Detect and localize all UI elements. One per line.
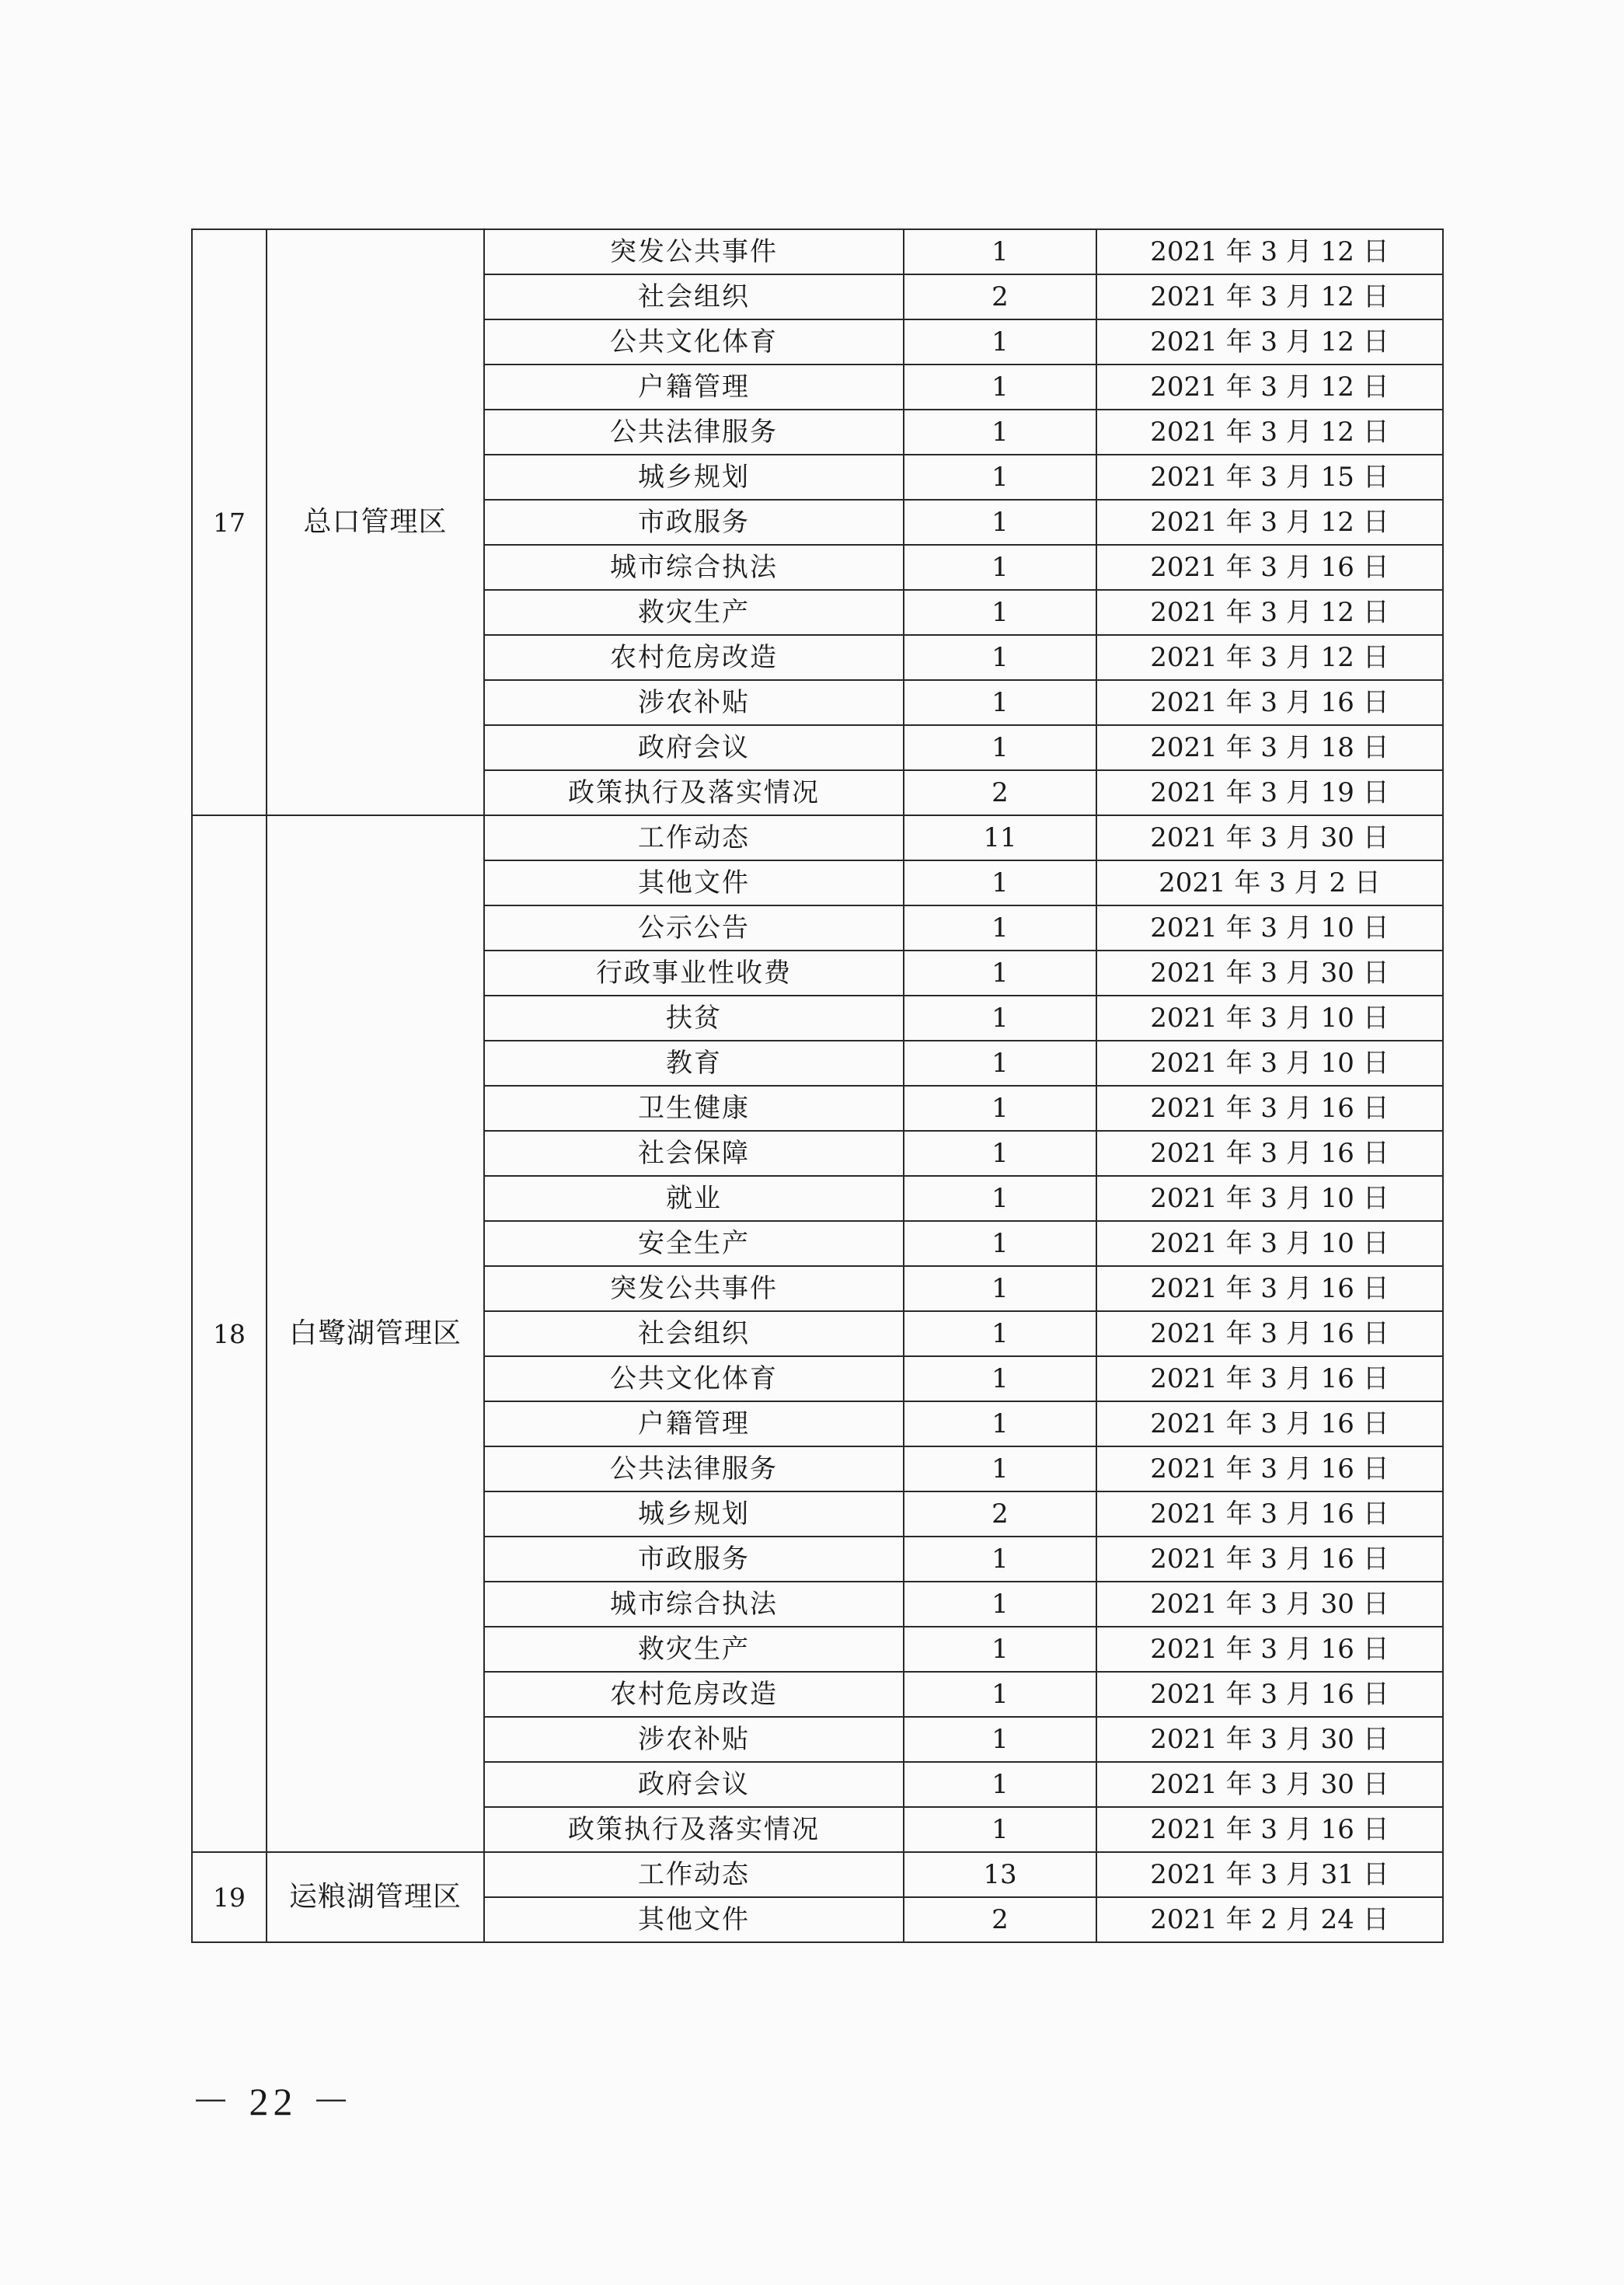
category-cell: 城市综合执法 — [484, 545, 904, 590]
date-cell: 2021 年 3 月 12 日 — [1096, 319, 1443, 365]
count-cell: 1 — [904, 1356, 1096, 1401]
count-cell: 1 — [904, 229, 1096, 274]
count-cell: 1 — [904, 1762, 1096, 1807]
count-cell: 2 — [904, 1897, 1096, 1942]
count-cell: 1 — [904, 635, 1096, 680]
count-cell: 11 — [904, 815, 1096, 860]
category-cell: 社会组织 — [484, 1311, 904, 1356]
category-cell: 城市综合执法 — [484, 1582, 904, 1627]
date-cell: 2021 年 3 月 16 日 — [1096, 1807, 1443, 1852]
date-cell: 2021 年 3 月 16 日 — [1096, 1491, 1443, 1537]
date-cell: 2021 年 3 月 31 日 — [1096, 1852, 1443, 1897]
count-cell: 1 — [904, 1131, 1096, 1176]
category-cell: 农村危房改造 — [484, 635, 904, 680]
count-cell: 1 — [904, 1672, 1096, 1717]
date-cell: 2021 年 3 月 12 日 — [1096, 635, 1443, 680]
category-cell: 安全生产 — [484, 1221, 904, 1266]
date-cell: 2021 年 3 月 12 日 — [1096, 229, 1443, 274]
group-number-cell: 19 — [192, 1852, 267, 1942]
category-cell: 就业 — [484, 1176, 904, 1221]
date-cell: 2021 年 3 月 30 日 — [1096, 1762, 1443, 1807]
date-cell: 2021 年 3 月 12 日 — [1096, 410, 1443, 455]
count-cell: 2 — [904, 770, 1096, 815]
category-cell: 户籍管理 — [484, 365, 904, 410]
category-cell: 市政服务 — [484, 500, 904, 545]
date-cell: 2021 年 3 月 15 日 — [1096, 455, 1443, 500]
disclosure-table — [191, 228, 1444, 1943]
count-cell: 1 — [904, 1311, 1096, 1356]
count-cell: 2 — [904, 1491, 1096, 1537]
category-cell: 公共法律服务 — [484, 410, 904, 455]
count-cell: 1 — [904, 905, 1096, 951]
count-cell: 1 — [904, 1041, 1096, 1086]
category-cell: 扶贫 — [484, 996, 904, 1041]
date-cell: 2021 年 3 月 16 日 — [1096, 1401, 1443, 1446]
date-cell: 2021 年 3 月 10 日 — [1096, 905, 1443, 951]
category-cell: 教育 — [484, 1041, 904, 1086]
category-cell: 社会组织 — [484, 274, 904, 319]
category-cell: 城乡规划 — [484, 1491, 904, 1537]
category-cell: 政府会议 — [484, 1762, 904, 1807]
category-cell: 卫生健康 — [484, 1086, 904, 1131]
table-row — [192, 815, 1443, 860]
category-cell: 农村危房改造 — [484, 1672, 904, 1717]
category-cell: 突发公共事件 — [484, 229, 904, 274]
count-cell: 1 — [904, 1582, 1096, 1627]
date-cell: 2021 年 3 月 10 日 — [1096, 996, 1443, 1041]
date-cell: 2021 年 3 月 16 日 — [1096, 1537, 1443, 1582]
date-cell: 2021 年 3 月 10 日 — [1096, 1221, 1443, 1266]
category-cell: 公共法律服务 — [484, 1446, 904, 1491]
category-cell: 行政事业性收费 — [484, 951, 904, 996]
date-cell: 2021 年 3 月 16 日 — [1096, 1086, 1443, 1131]
count-cell: 1 — [904, 996, 1096, 1041]
date-cell: 2021 年 3 月 2 日 — [1096, 860, 1443, 905]
date-cell: 2021 年 3 月 16 日 — [1096, 1356, 1443, 1401]
count-cell: 1 — [904, 1717, 1096, 1762]
date-cell: 2021 年 3 月 16 日 — [1096, 545, 1443, 590]
area-name-cell: 运粮湖管理区 — [267, 1852, 484, 1942]
category-cell: 公共文化体育 — [484, 1356, 904, 1401]
date-cell: 2021 年 3 月 16 日 — [1096, 1266, 1443, 1311]
count-cell: 1 — [904, 365, 1096, 410]
area-name-cell: 总口管理区 — [267, 229, 484, 815]
category-cell: 公示公告 — [484, 905, 904, 951]
count-cell: 13 — [904, 1852, 1096, 1897]
category-cell: 救灾生产 — [484, 590, 904, 635]
category-cell: 其他文件 — [484, 1897, 904, 1942]
table-row — [192, 229, 1443, 274]
count-cell: 1 — [904, 1176, 1096, 1221]
count-cell: 1 — [904, 860, 1096, 905]
category-cell: 工作动态 — [484, 1852, 904, 1897]
category-cell: 城乡规划 — [484, 455, 904, 500]
date-cell: 2021 年 3 月 18 日 — [1096, 725, 1443, 770]
date-cell: 2021 年 3 月 16 日 — [1096, 1446, 1443, 1491]
count-cell: 1 — [904, 951, 1096, 996]
date-cell: 2021 年 3 月 12 日 — [1096, 590, 1443, 635]
count-cell: 1 — [904, 500, 1096, 545]
date-cell: 2021 年 3 月 12 日 — [1096, 365, 1443, 410]
count-cell: 1 — [904, 1627, 1096, 1672]
count-cell: 1 — [904, 1537, 1096, 1582]
count-cell: 1 — [904, 1221, 1096, 1266]
date-cell: 2021 年 3 月 30 日 — [1096, 1717, 1443, 1762]
date-cell: 2021 年 3 月 30 日 — [1096, 815, 1443, 860]
date-cell: 2021 年 2 月 24 日 — [1096, 1897, 1443, 1942]
category-cell: 涉农补贴 — [484, 1717, 904, 1762]
category-cell: 救灾生产 — [484, 1627, 904, 1672]
category-cell: 政府会议 — [484, 725, 904, 770]
count-cell: 1 — [904, 1266, 1096, 1311]
category-cell: 涉农补贴 — [484, 680, 904, 725]
date-cell: 2021 年 3 月 16 日 — [1096, 1672, 1443, 1717]
date-cell: 2021 年 3 月 10 日 — [1096, 1176, 1443, 1221]
count-cell: 1 — [904, 1401, 1096, 1446]
area-name-cell: 白鹭湖管理区 — [267, 815, 484, 1852]
category-cell: 政策执行及落实情况 — [484, 1807, 904, 1852]
page-number: － 22 － — [191, 2080, 355, 2123]
date-cell: 2021 年 3 月 16 日 — [1096, 1627, 1443, 1672]
count-cell: 1 — [904, 545, 1096, 590]
date-cell: 2021 年 3 月 16 日 — [1096, 680, 1443, 725]
category-cell: 政策执行及落实情况 — [484, 770, 904, 815]
group-number-cell: 18 — [192, 815, 267, 1852]
count-cell: 1 — [904, 455, 1096, 500]
category-cell: 其他文件 — [484, 860, 904, 905]
date-cell: 2021 年 3 月 30 日 — [1096, 951, 1443, 996]
count-cell: 1 — [904, 1807, 1096, 1852]
count-cell: 1 — [904, 725, 1096, 770]
table-row — [192, 1852, 1443, 1897]
date-cell: 2021 年 3 月 10 日 — [1096, 1041, 1443, 1086]
category-cell: 突发公共事件 — [484, 1266, 904, 1311]
date-cell: 2021 年 3 月 12 日 — [1096, 500, 1443, 545]
category-cell: 市政服务 — [484, 1537, 904, 1582]
date-cell: 2021 年 3 月 12 日 — [1096, 274, 1443, 319]
table-body — [192, 229, 1443, 1942]
group-number-cell: 17 — [192, 229, 267, 815]
date-cell: 2021 年 3 月 16 日 — [1096, 1311, 1443, 1356]
count-cell: 1 — [904, 680, 1096, 725]
date-cell: 2021 年 3 月 16 日 — [1096, 1131, 1443, 1176]
count-cell: 1 — [904, 1086, 1096, 1131]
count-cell: 1 — [904, 410, 1096, 455]
count-cell: 2 — [904, 274, 1096, 319]
date-cell: 2021 年 3 月 19 日 — [1096, 770, 1443, 815]
category-cell: 公共文化体育 — [484, 319, 904, 365]
category-cell: 工作动态 — [484, 815, 904, 860]
count-cell: 1 — [904, 590, 1096, 635]
count-cell: 1 — [904, 319, 1096, 365]
count-cell: 1 — [904, 1446, 1096, 1491]
category-cell: 社会保障 — [484, 1131, 904, 1176]
category-cell: 户籍管理 — [484, 1401, 904, 1446]
date-cell: 2021 年 3 月 30 日 — [1096, 1582, 1443, 1627]
